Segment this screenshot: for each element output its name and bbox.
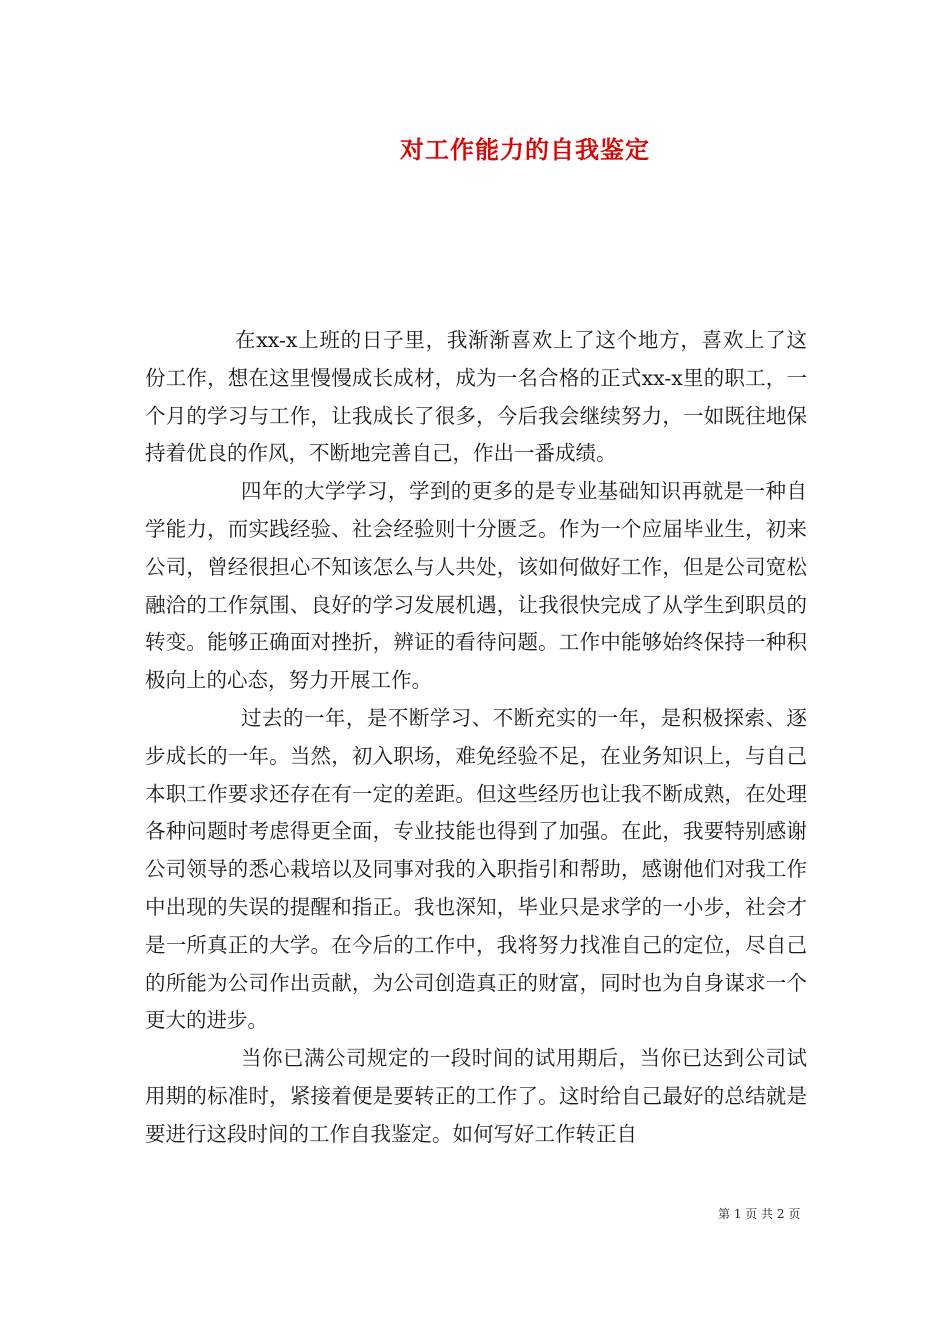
page-number-footer: 第 1 页 共 2 页 bbox=[718, 1207, 801, 1221]
paragraph-2: 四年的大学学习，学到的更多的是专业基础知识再就是一种自学能力，而实践经验、社会经验则十分匮乏。作为一个应届毕业生，初来公司，曾经很担心不知该怎么与人共处，该如何做好工作，但是公司宽松融洽的工作氛围、良好的学习发展机遇，让我很快完成了从学生到职员的转变。能够正确面对挫折，辨证的看待问题。工作中能够始终保持一种积极向上的心态，努力开展工作。 bbox=[145, 479, 807, 693]
document-body bbox=[145, 322, 807, 1154]
paragraph-1: 在xx-x上班的日子里，我渐渐喜欢上了这个地方，喜欢上了这份工作，想在这里慢慢成长成材，成为一名合格的正式xx-x里的职工，一个月的学习与工作，让我成长了很多，今后我会继续努力，一如既往地保持着优良的作风，不断地完善自己，作出一番成绩。 bbox=[145, 328, 807, 466]
document-title: 对工作能力的自我鉴定 bbox=[400, 135, 650, 164]
paragraph-3: 过去的一年，是不断学习、不断充实的一年，是积极探索、逐步成长的一年。当然，初入职场，难免经验不足，在业务知识上，与自己本职工作要求还存在有一定的差距。但这些经历也让我不断成熟，在处理各种问题时考虑得更全面，专业技能也得到了加强。在此，我要特别感谢公司领导的悉心栽培以及同事对我的入职指引和帮助，感谢他们对我工作中出现的失误的提醒和指正。我也深知，毕业只是求学的一小步，社会才是一所真正的大学。在今后的工作中，我将努力找准自己的定位，尽自己的所能为公司作出贡献，为公司创造真正的财富，同时也为自身谋求一个更大的进步。 bbox=[145, 705, 807, 1033]
paragraph-4: 当你已满公司规定的一段时间的试用期后，当你已达到公司试用期的标准时，紧接着便是要转正的工作了。这时给自己最好的总结就是要进行这段时间的工作自我鉴定。如何写好工作转正自 bbox=[145, 1046, 807, 1146]
